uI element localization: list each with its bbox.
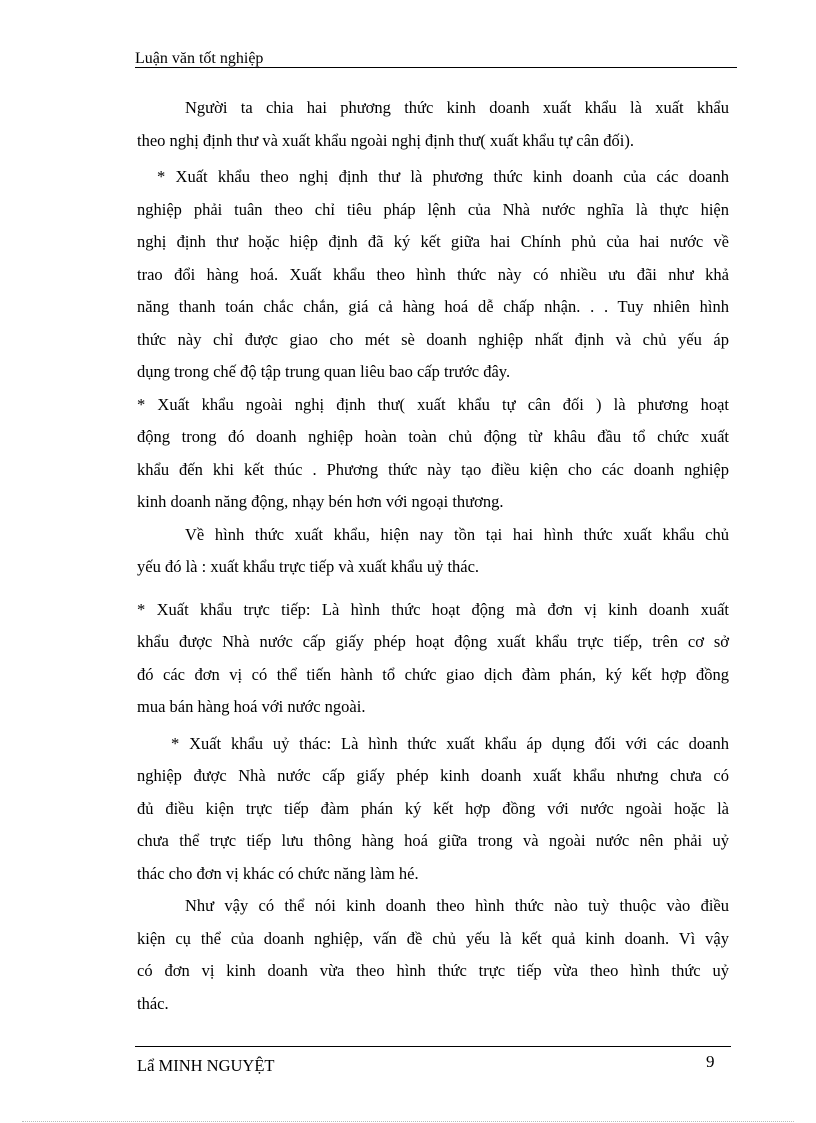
paragraph-direct-export (137, 594, 729, 724)
paragraph-protocol-export (137, 161, 729, 389)
text-line: đó các đơn vị có thể tiến hành tổ chức giao dịch đàm phán, ký kết hợp đồng (137, 664, 729, 684)
footer-divider (135, 1046, 731, 1047)
text-line: khẩu được Nhà nước cấp giấy phép hoạt động xuất khẩu trực tiếp, trên cơ sở (137, 632, 729, 651)
text-line: đủ điều kiện trực tiếp đàm phán ký kết hợp đồng với nước ngoài hoặc là (137, 798, 729, 818)
text-line: thác cho đơn vị khác có chức năng làm hé. (137, 863, 419, 883)
text-line: nghị định thư hoặc hiệp định đã ký kết giữa hai Chính phủ của hai nước về (137, 232, 729, 251)
footer-author: Lẩ MINH NGUYỆT (137, 1056, 275, 1075)
text-line: * Xuất khẩu ngoài nghị định thư( xuất khẩu tự cân đối ) là phương hoạt (137, 394, 729, 414)
page-break-line (22, 1121, 794, 1122)
document-body (137, 92, 729, 1020)
header-divider (135, 67, 737, 68)
text-line: thức này chỉ được giao cho mét sè doanh nghiệp nhất định và chủ yếu áp (137, 329, 729, 349)
text-line: có đơn vị kinh doanh vừa theo hình thức trực tiếp vừa theo hình thức uỷ (137, 961, 729, 980)
text-line: động trong đó doanh nghiệp hoàn toàn chủ động từ khâu đầu tổ chức xuất (137, 427, 729, 446)
paragraph-export-forms (137, 519, 729, 584)
text-line: năng thanh toán chắc chắn, giá cả hàng hoá dễ chấp nhận. . . Tuy nhiên hình (137, 297, 729, 316)
text-line: nghiệp phải tuân theo chỉ tiêu pháp lệnh của Nhà nước nghĩa là thực hiện (137, 199, 729, 219)
text-line: theo nghị định thư và xuất khẩu ngoài nghị định thư( xuất khẩu tự cân đối). (137, 130, 634, 150)
paragraph-entrusted-export (137, 728, 729, 891)
text-line: mua bán hàng hoá với nước ngoài. (137, 697, 366, 716)
page-number: 9 (706, 1052, 715, 1071)
text-line: trao đổi hàng hoá. Xuất khẩu theo hình thức này có nhiều ưu đãi như khả (137, 264, 729, 284)
text-line: nghiệp được Nhà nước cấp giấy phép kinh doanh xuất khẩu nhưng chưa có (137, 766, 729, 785)
text-line: dụng trong chế độ tập trung quan liêu bao cấp trước đây. (137, 362, 511, 381)
text-line: * Xuất khẩu theo nghị định thư là phương thức kinh doanh của các doanh (157, 167, 729, 186)
text-line: kinh doanh năng động, nhạy bén hơn với ngoại thương. (137, 492, 504, 511)
text-line: chưa thể trực tiếp lưu thông hàng hoá giữa trong và ngoài nước nên phải uỷ (137, 831, 729, 850)
text-line: yếu đó là : xuất khẩu trực tiếp và xuất khẩu uỷ thác. (137, 557, 480, 576)
paragraph-non-protocol-export (137, 389, 729, 519)
text-line: * Xuất khẩu trực tiếp: Là hình thức hoạt động mà đơn vị kinh doanh xuất (137, 599, 729, 619)
text-line: khẩu đến khi kết thúc . Phương thức này tạo điều kiện cho các doanh nghiệp (137, 459, 729, 479)
text-line: Về hình thức xuất khẩu, hiện nay tồn tại hai hình thức xuất khẩu chủ (185, 524, 729, 544)
paragraph-conclusion (137, 890, 729, 1020)
header-title: Luận văn tốt nghiệp (135, 50, 264, 67)
text-line: Như vậy có thể nói kinh doanh theo hình thức nào tuỳ thuộc vào điều (185, 896, 729, 915)
text-line: thác. (137, 993, 169, 1013)
text-line: kiện cụ thể của doanh nghiệp, vấn đề chủ yếu là kết quả kinh doanh. Vì vậy (137, 928, 729, 948)
text-line: Người ta chia hai phương thức kinh doanh xuất khẩu là xuất khẩu (185, 98, 729, 117)
paragraph-intro (137, 92, 729, 157)
text-line: * Xuất khẩu uỷ thác: Là hình thức xuất khẩu áp dụng đối với các doanh (171, 733, 729, 753)
